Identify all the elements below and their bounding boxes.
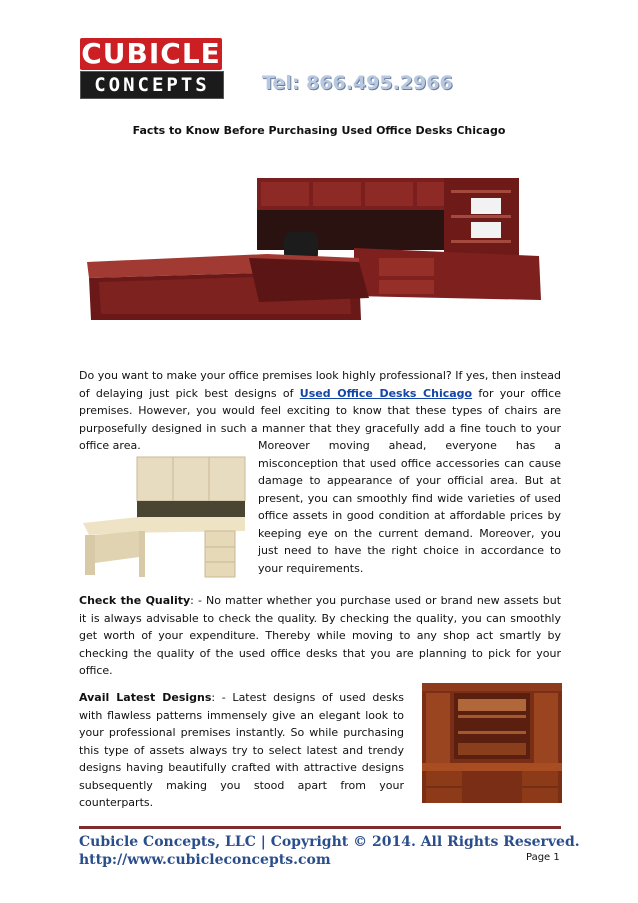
latest-designs-paragraph: [79, 689, 404, 812]
intro-text-after: for your office premises. However, you would feel exciting to know that these types of chairs are purposefully designed in such a manner that they gracefully add a fine touch to your office area.: [79, 386, 561, 452]
phone-number: Tel: 866.495.2966: [262, 72, 453, 94]
check-quality-text: : - No matter whether you purchase used or brand new assets but it is always advisable to check the quality. By checking the quality, you can smoothly get worth of your expenditure. Thereby while moving to any shop act smartly by checking the quality of the used office desks that you are planning to pick for your office.: [79, 594, 562, 677]
used-office-desks-link[interactable]: Used Office Desks Chicago: [299, 386, 473, 400]
latest-designs-text: : - Latest designs of used desks with flawless patterns immensely give an elegant look to your professional premises instantly. So while purchasing this type of assets always try to select latest and trendy designs having beautifully crafted with attractive designs subsequently making you stood apart from your counterparts.: [79, 691, 404, 809]
misconception-paragraph: Moreover moving ahead, everyone has a misconception that used office accessories can cause damage to appearance of your official area. But at present, you can smoothly find wide varieties of used office assets in good condition at affordable prices by keeping eye on the current demand. Moreover, you just need to have the right choice in accordance to your requirements.: [258, 439, 561, 575]
page-number: Page 1: [526, 852, 560, 863]
footer-copyright: Cubicle Concepts, LLC | Copyright © 2014. All Rights Reserved.: [79, 834, 580, 850]
mahogany-desk-image: [79, 170, 545, 348]
check-quality-heading: Check the Quality: [79, 594, 191, 607]
latest-designs-heading: Avail Latest Designs: [79, 691, 212, 704]
footer-divider: [79, 826, 561, 829]
cherry-hutch-desk-image: [418, 681, 566, 806]
intro-text-before: Do you want to make your office premises look highly professional? If yes, then instead of delaying just pick best designs of: [79, 369, 561, 400]
logo-concepts: CONCEPTS: [80, 71, 224, 99]
maple-desk-image: [79, 455, 249, 580]
logo-cubicle: CUBICLE: [81, 37, 221, 70]
page-title: Facts to Know Before Purchasing Used Office Desks Chicago: [132, 124, 506, 137]
check-quality-paragraph: [79, 592, 561, 680]
footer-website-link[interactable]: http://www.cubicleconcepts.com: [79, 852, 331, 868]
